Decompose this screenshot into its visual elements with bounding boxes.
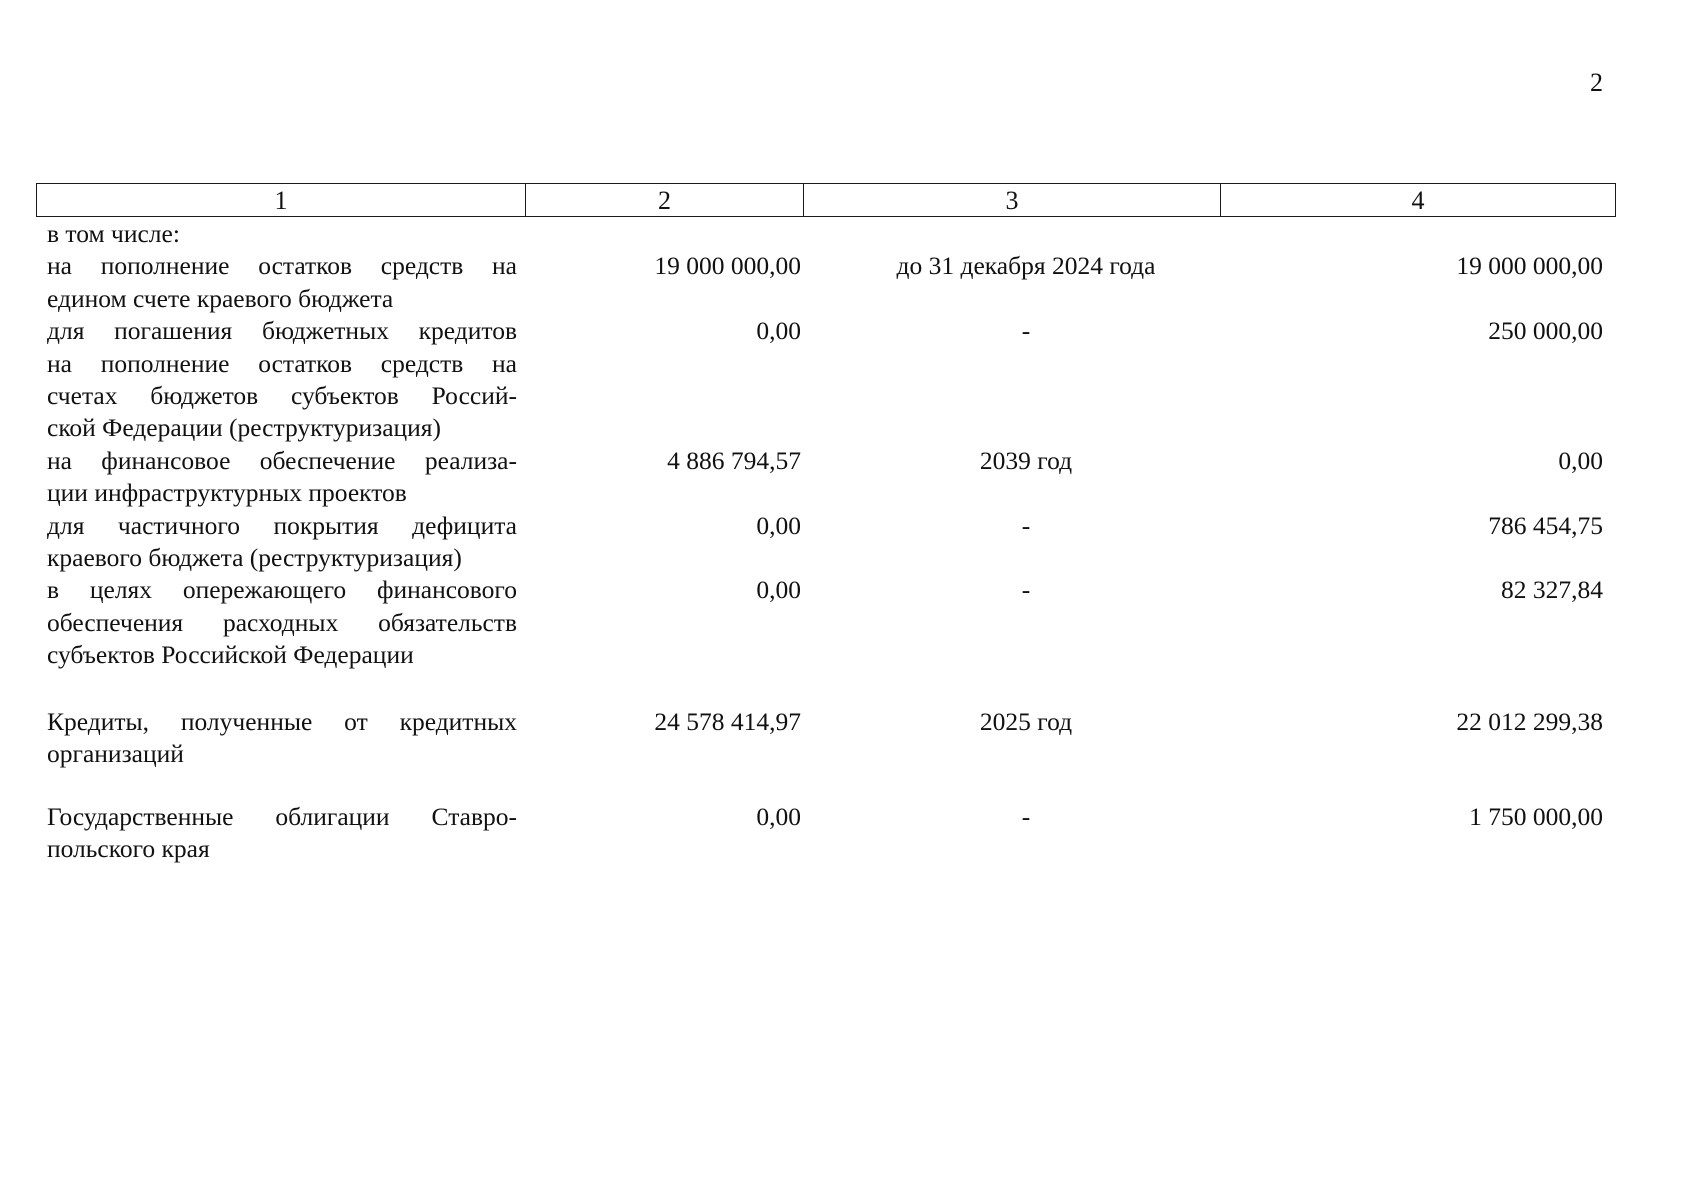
description-line: в целях опережающего финансового — [47, 575, 517, 605]
table-body — [47, 218, 1607, 865]
table-header — [36, 183, 1616, 217]
description-line: Государственные облигации Ставро- — [47, 801, 517, 831]
row-limit: 250 000,00 — [1488, 316, 1603, 346]
row-amount: 0,00 — [756, 575, 801, 605]
row-amount: 4 886 794,57 — [667, 445, 801, 475]
row-description — [47, 706, 517, 771]
description-line: краевого бюджета (реструктуризация) — [47, 543, 462, 573]
row-amount: 0,00 — [756, 801, 801, 831]
description-line: ции инфраструктурных проектов — [47, 478, 407, 508]
row-term: - — [1021, 316, 1031, 346]
row-amount: 19 000 000,00 — [654, 251, 801, 281]
description-line: на пополнение остатков средств на — [47, 348, 517, 378]
description-line: на пополнение остатков средств на — [47, 251, 517, 281]
row-limit: 82 327,84 — [1501, 575, 1603, 605]
row-description — [47, 315, 517, 445]
row-spacer — [47, 672, 1607, 706]
row-term: 2039 год — [979, 445, 1073, 475]
table-row — [47, 250, 1607, 315]
header-col-4: 4 — [1221, 184, 1616, 217]
description-line: для частичного покрытия дефицита — [47, 510, 517, 540]
row-limit: 19 000 000,00 — [1456, 251, 1603, 281]
table-row — [47, 574, 1607, 671]
page-number: 2 — [1590, 68, 1603, 97]
table-row — [47, 510, 1607, 575]
table-row — [47, 706, 1607, 771]
description-line: ской Федерации (реструктуризация) — [47, 413, 442, 443]
description-line: обеспечения расходных обязательств — [47, 607, 517, 637]
row-term: - — [1021, 801, 1031, 831]
row-term: 2025 год — [979, 706, 1073, 736]
table-row — [47, 445, 1607, 510]
row-limit: 1 750 000,00 — [1469, 801, 1603, 831]
description-line: организаций — [47, 739, 184, 769]
description-line: субъектов Российской Федерации — [47, 640, 414, 670]
row-description — [47, 510, 517, 575]
row-amount: 24 578 414,97 — [654, 706, 801, 736]
row-limit: 786 454,75 — [1488, 510, 1603, 540]
header-col-2: 2 — [526, 184, 804, 217]
row-limit: 22 012 299,38 — [1456, 706, 1603, 736]
row-description — [47, 574, 517, 671]
description-line: для погашения бюджетных кредитов — [47, 316, 517, 346]
description-line: на финансовое обеспечение реализа- — [47, 445, 517, 475]
table-row — [47, 315, 1607, 445]
row-description — [47, 250, 517, 315]
description-line: едином счете краевого бюджета — [47, 283, 394, 313]
table-row — [47, 801, 1607, 866]
row-term: - — [1021, 575, 1031, 605]
row-amount: 0,00 — [756, 316, 801, 346]
description-line: Кредиты, полученные от кредитных — [47, 706, 517, 736]
row-term: до 31 декабря 2024 года — [896, 251, 1156, 281]
row-term: - — [1021, 510, 1031, 540]
row-description — [47, 445, 517, 510]
header-col-3: 3 — [804, 184, 1221, 217]
header-row — [37, 184, 1616, 217]
row-amount: 0,00 — [756, 510, 801, 540]
description-line: счетах бюджетов субъектов Россий- — [47, 381, 517, 411]
row-limit: 0,00 — [1558, 445, 1603, 475]
description-line: польского края — [47, 833, 210, 863]
row-spacer — [47, 771, 1607, 801]
row-description — [47, 801, 517, 866]
header-col-1: 1 — [37, 184, 526, 217]
intro-text: в том числе: — [47, 219, 180, 248]
intro-row — [47, 218, 1607, 250]
